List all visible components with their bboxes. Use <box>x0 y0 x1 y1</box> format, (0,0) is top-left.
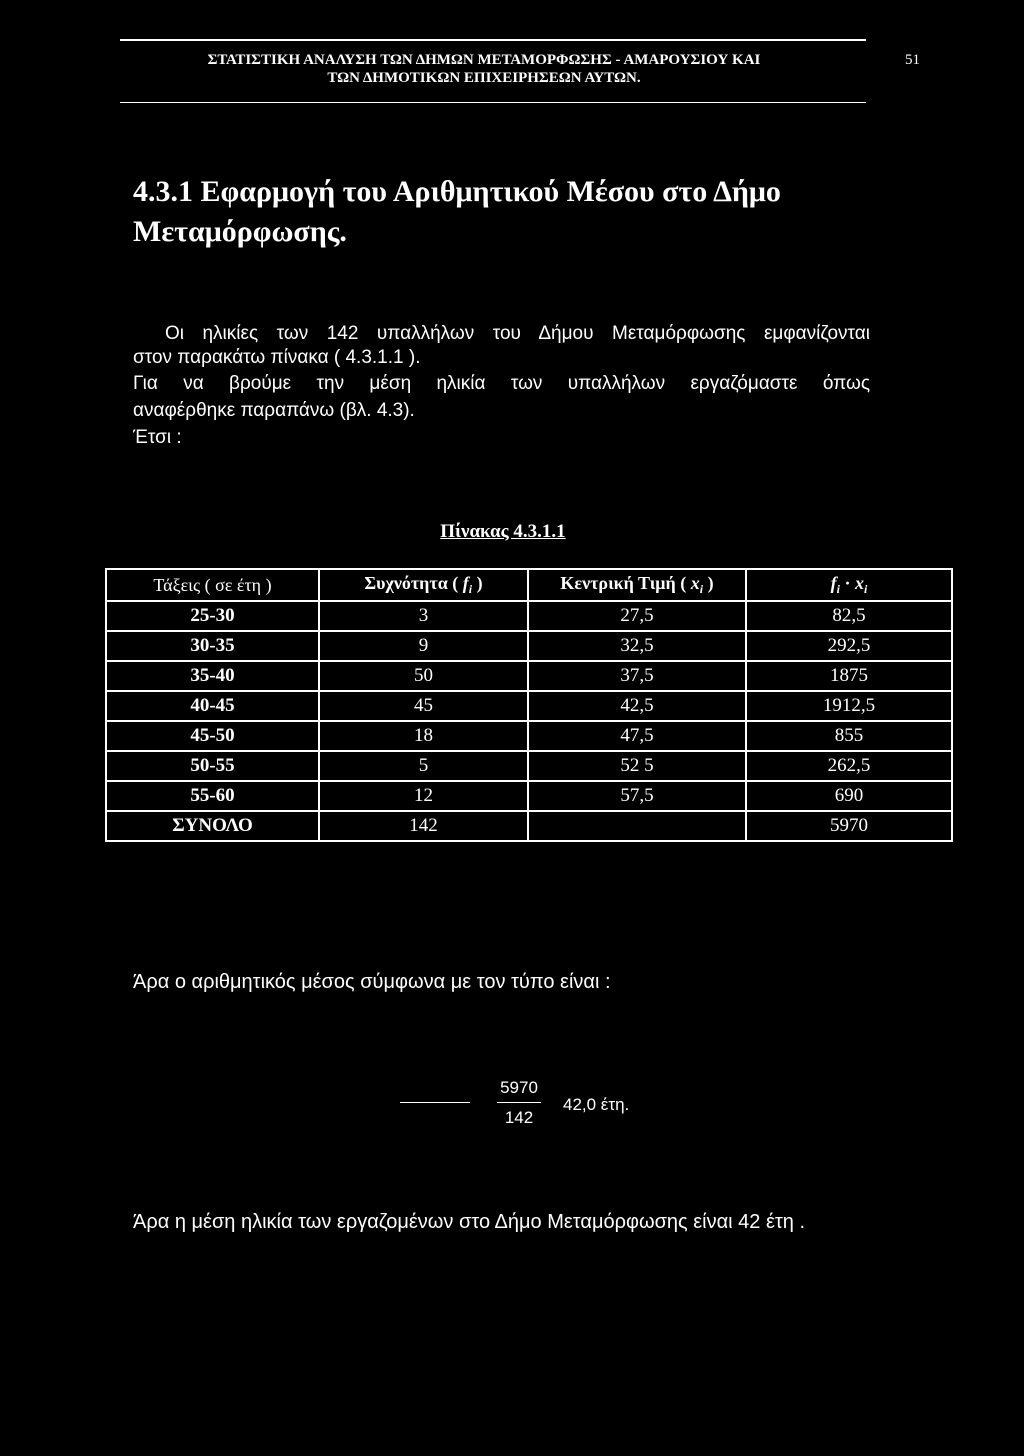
product-cell: 690 <box>746 781 952 811</box>
product-cell: 82,5 <box>746 601 952 631</box>
product-subscript-1: i <box>836 582 840 596</box>
midpoint-cell: 32,5 <box>528 631 746 661</box>
class-cell: ΣΥΝΟΛΟ <box>106 811 319 841</box>
product-operator: · <box>844 573 851 593</box>
formula-intro: Άρα ο αριθμητικός μέσος σύμφωνα με τον τύπο είναι : <box>133 971 611 993</box>
class-cell: 40-45 <box>106 691 319 721</box>
class-cell: 50-55 <box>106 751 319 781</box>
product-cell: 262,5 <box>746 751 952 781</box>
fraction-denominator: 142 <box>504 1108 534 1127</box>
intro-line-1: Οι ηλικίες των 142 υπαλλήλων του Δήμου Μεταμόρφωσης εμφανίζονται <box>165 323 870 344</box>
table-header <box>106 569 952 601</box>
midpoint-cell: 27,5 <box>528 601 746 631</box>
mean-fraction <box>493 1076 545 1129</box>
midpoint-cell: 47,5 <box>528 721 746 751</box>
product-cell: 5970 <box>746 811 952 841</box>
product-symbol-f: f <box>830 573 837 593</box>
header-frequency-close: ) <box>476 573 483 593</box>
age-frequency-table <box>105 568 953 842</box>
table-row <box>106 721 952 751</box>
midpoint-cell: 42,5 <box>528 691 746 721</box>
intro-line-4: αναφέρθηκε παραπάνω (βλ. 4.3). <box>133 400 415 421</box>
header-classes: Τάξεις ( σε έτη ) <box>106 569 319 601</box>
frequency-cell: 12 <box>319 781 528 811</box>
table-header-row <box>106 569 952 601</box>
frequency-cell: 18 <box>319 721 528 751</box>
header-midpoint <box>528 569 746 601</box>
midpoint-cell: 37,5 <box>528 661 746 691</box>
table-row <box>106 601 952 631</box>
header-bottom-rule <box>120 102 866 103</box>
class-cell: 30-35 <box>106 631 319 661</box>
intro-line-3: Για να βρούμε την μέση ηλικία των υπαλλήλων εργαζόμαστε όπως <box>133 373 870 394</box>
table-row <box>106 781 952 811</box>
frequency-cell: 9 <box>319 631 528 661</box>
table-row <box>106 691 952 721</box>
class-cell: 25-30 <box>106 601 319 631</box>
header-frequency <box>319 569 528 601</box>
fraction-numerator: 5970 <box>500 1078 538 1097</box>
table-caption: Πίνακας 4.3.1.1 <box>440 521 566 542</box>
product-cell: 1875 <box>746 661 952 691</box>
fraction-bar <box>497 1102 541 1103</box>
table-body <box>106 601 952 841</box>
intro-line-2: στον παρακάτω πίνακα ( 4.3.1.1 ). <box>133 347 421 368</box>
class-cell: 35-40 <box>106 661 319 691</box>
header-top-rule <box>120 39 866 41</box>
formula-lead-line <box>400 1102 470 1103</box>
section-heading-line2: Μεταμόρφωσης. <box>133 215 347 248</box>
intro-line-5: Έτσι : <box>133 427 182 448</box>
midpoint-cell <box>528 811 746 841</box>
frequency-cell: 5 <box>319 751 528 781</box>
class-cell: 45-50 <box>106 721 319 751</box>
header-midpoint-close: ) <box>707 573 714 593</box>
product-cell: 855 <box>746 721 952 751</box>
midpoint-symbol: x <box>690 573 700 593</box>
header-frequency-label: Συχνότητα ( <box>364 573 459 593</box>
table-row <box>106 661 952 691</box>
section-heading <box>133 172 781 252</box>
frequency-subscript: i <box>468 582 473 596</box>
running-header-line1: ΣΤΑΤΙΣΤΙΚΗ ΑΝΑΛΥΣΗ ΤΩΝ ΔΗΜΩΝ ΜΕΤΑΜΟΡΦΩΣΗΣ - ΑΜΑΡΟΥΣΙΟΥ ΚΑΙ <box>207 52 761 68</box>
header-midpoint-label: Κεντρική Τιμή ( <box>560 573 687 593</box>
frequency-cell: 45 <box>319 691 528 721</box>
table-row <box>106 751 952 781</box>
header-product <box>746 569 952 601</box>
product-symbol-x: x <box>855 573 864 593</box>
running-header-line2: ΤΩΝ ΔΗΜΟΤΙΚΩΝ ΕΠΙΧΕΙΡΗΣΕΩΝ ΑΥΤΩΝ. <box>327 70 641 86</box>
table-row <box>106 631 952 661</box>
frequency-symbol: f <box>462 573 469 593</box>
formula-result: 42,0 έτη. <box>563 1095 630 1114</box>
product-subscript-2: i <box>864 582 868 596</box>
frequency-cell: 3 <box>319 601 528 631</box>
final-statement: Άρα η μέση ηλικία των εργαζομένων στο Δήμο Μεταμόρφωσης είναι 42 έτη . <box>133 1211 806 1233</box>
midpoint-subscript: i <box>699 582 704 596</box>
midpoint-cell: 57,5 <box>528 781 746 811</box>
section-heading-line1: 4.3.1 Εφαρμογή του Αριθμητικού Μέσου στο Δήμο <box>133 175 781 208</box>
class-cell: 55-60 <box>106 781 319 811</box>
running-header <box>120 51 848 87</box>
product-cell: 1912,5 <box>746 691 952 721</box>
frequency-cell: 50 <box>319 661 528 691</box>
product-cell: 292,5 <box>746 631 952 661</box>
midpoint-cell: 52 5 <box>528 751 746 781</box>
frequency-cell: 142 <box>319 811 528 841</box>
table-total-row <box>106 811 952 841</box>
page-number: 51 <box>905 52 920 68</box>
